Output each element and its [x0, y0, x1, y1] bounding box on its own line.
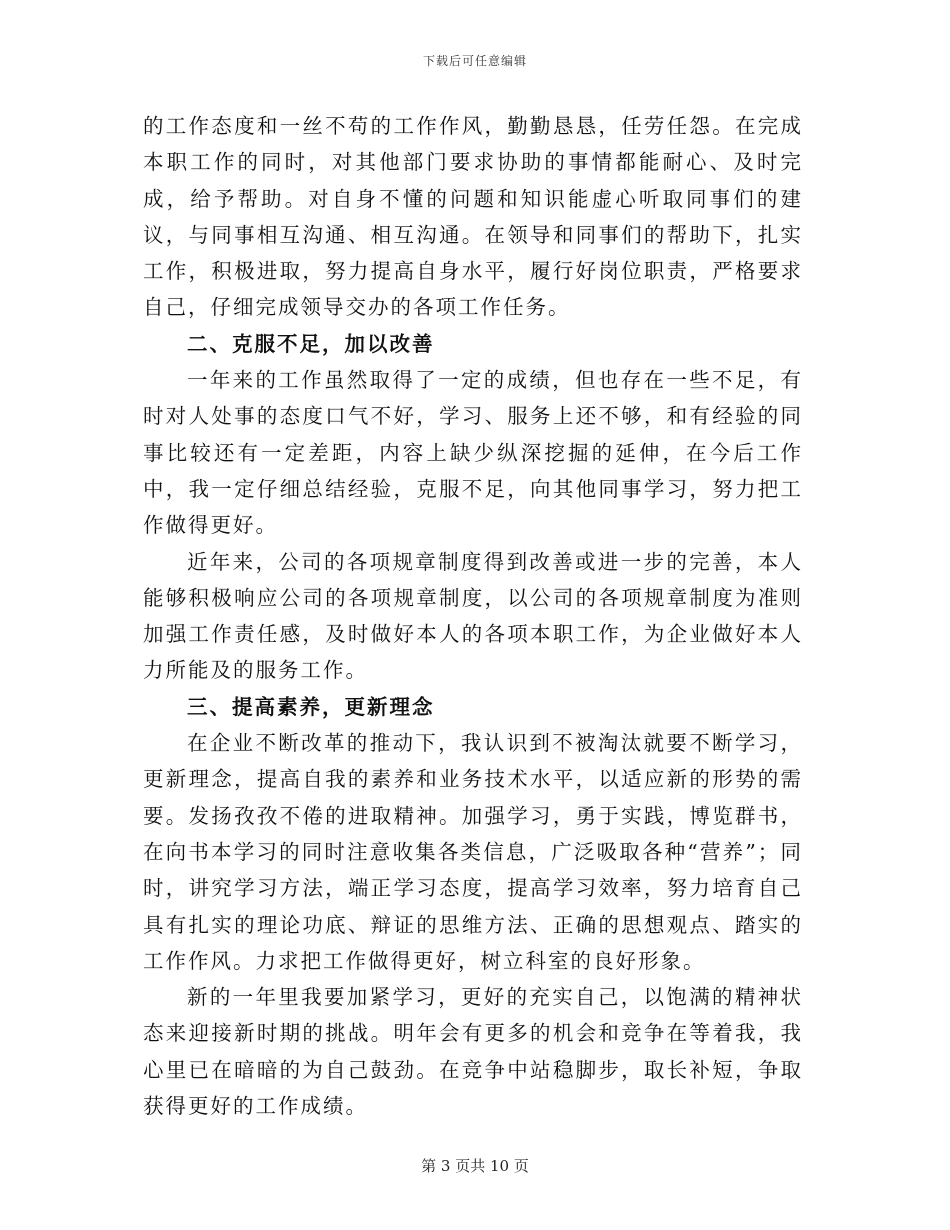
paragraph-learning: 在企业不断改革的推动下，我认识到不被淘汰就要不断学习，更新理念，提高自我的素养和业务技术水平，以适应新的形势的需要。发扬孜孜不倦的进取精神。加强学习，勇于实践，博览群书，在向书本学习的同时注意收集各类信息，广泛吸取各种“营养”；同时，讲究学习方法，端正学习态度，提高学习效率，努力培育自己具有扎实的理论功底、辩证的思维方法、正确的思想观点、踏实的工作作风。力求把工作做得更好，树立科室的良好形象。: [143, 731, 803, 973]
page-header: 下载后可任意编辑: [422, 54, 527, 68]
page-footer: 第 3 页共 10 页: [421, 1157, 529, 1175]
section-heading-improve-quality: 三、提高素养，更新理念: [187, 694, 435, 719]
section-heading-overcome-shortcomings: 二、克服不足，加以改善: [187, 331, 435, 356]
paragraph-work-attitude: 的工作态度和一丝不苟的工作作风，勤勤恳恳，任劳任怨。在完成本职工作的同时，对其他部门要求协助的事情都能耐心、及时完成，给予帮助。对自身不懂的问题和知识能虚心听取同事们的建议，与同事相互沟通、相互沟通。在领导和同事们的帮助下，扎实工作，积极进取，努力提高自身水平，履行好岗位职责，严格要求自己，仔细完成领导交办的各项工作任务。: [143, 114, 803, 320]
paragraph-new-year: 新的一年里我要加紧学习，更好的充实自己，以饱满的精神状态来迎接新时期的挑战。明年会有更多的机会和竞争在等着我，我心里已在暗暗的为自己鼓劲。在竞争中站稳脚步，取长补短，争取获得更好的工作成绩。: [143, 985, 803, 1119]
paragraph-company-rules: 近年来，公司的各项规章制度得到改善或进一步的完善，本人能够积极响应公司的各项规章制度，以公司的各项规章制度为准则加强工作责任感，及时做好本人的各项本职工作，为企业做好本人力所能及的服务工作。: [143, 549, 803, 683]
paragraph-shortcomings: 一年来的工作虽然取得了一定的成绩，但也存在一些不足，有时对人处事的态度口气不好，学习、服务上还不够，和有经验的同事比较还有一定差距，内容上缺少纵深挖掘的延伸，在今后工作中，我一定仔细总结经验，克服不足，向其他同事学习，努力把工作做得更好。: [143, 368, 803, 538]
document-body: [143, 108, 803, 1124]
